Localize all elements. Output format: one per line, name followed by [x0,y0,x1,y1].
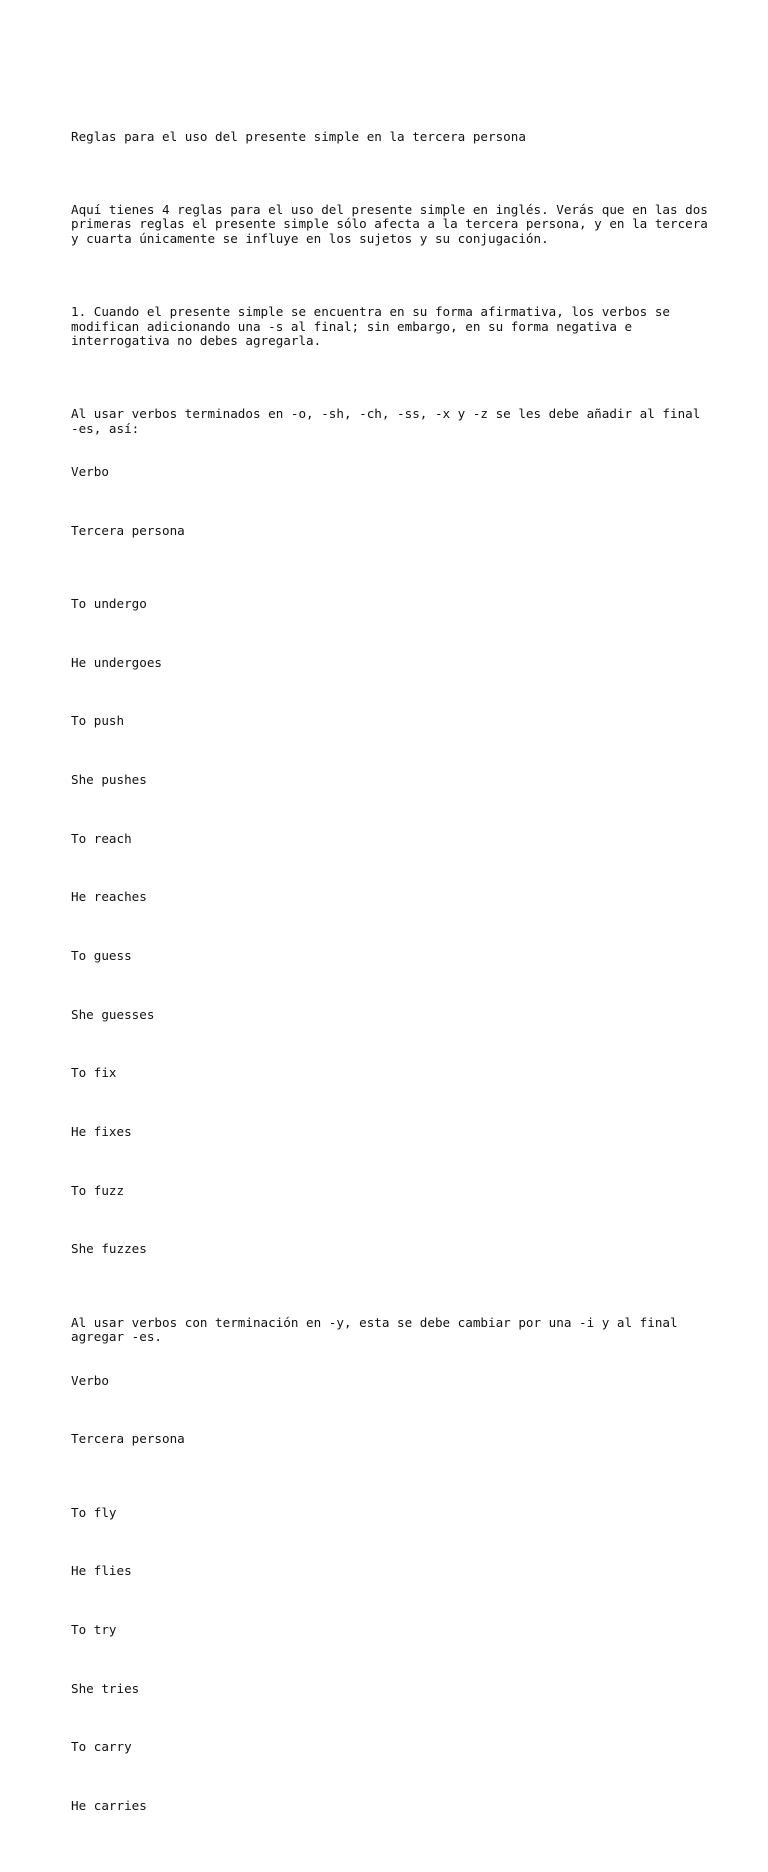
verb-entry: He flies [71,1563,132,1579]
document-title: Reglas para el uso del presente simple en la tercera persona [71,128,526,144]
verb-entry: To reach [71,830,132,846]
section-2-intro: Al usar verbos con terminación en -y, esta se debe cambiar por una -i y al final agregar -es. [71,1314,686,1345]
section-2-header-verb: Verbo [71,1373,109,1389]
verb-entry: To push [71,713,125,729]
verb-entry: He undergoes [71,654,162,670]
section-1-header-verb: Verbo [71,464,109,480]
verb-entry: To fly [71,1504,117,1520]
verb-entry: To fuzz [71,1182,125,1198]
verb-entry: To fix [71,1065,117,1081]
verb-entry: He carries [71,1798,147,1814]
section-1-intro: Al usar verbos terminados en -o, -sh, -ch, -ss, -x y -z se les debe añadir al final -es, así: [71,406,708,436]
verb-entry: To try [71,1622,117,1638]
section-2-header-third-person: Tercera persona [71,1431,185,1447]
document-body [71,86,716,1872]
verb-entry: He fixes [71,1124,132,1140]
section-1-header-third-person: Tercera persona [71,522,185,538]
verb-entry: To guess [71,948,132,964]
verb-entry: She fuzzes [71,1241,147,1257]
verb-entry: She tries [71,1680,140,1696]
verb-entry: He reaches [71,889,147,905]
rule-1-paragraph: 1. Cuando el presente simple se encuentra en su forma afirmativa, los verbos se modifican adicionando una -s al final; sin embargo, en su forma negativa e interrogativa no debes agregarla. [71,303,678,349]
intro-paragraph: Aquí tienes 4 reglas para el uso del presente simple en inglés. Verás que en las dos primeras reglas el presente simple sólo afecta a la tercera persona, y en la tercera y cuarta únicamente se influye en los sujetos y su conjugación. [71,201,716,246]
verb-entry: She guesses [71,1006,155,1022]
verb-entry: She pushes [71,772,147,788]
verb-entry: To undergo [71,596,147,612]
verb-entry: To carry [71,1739,132,1755]
